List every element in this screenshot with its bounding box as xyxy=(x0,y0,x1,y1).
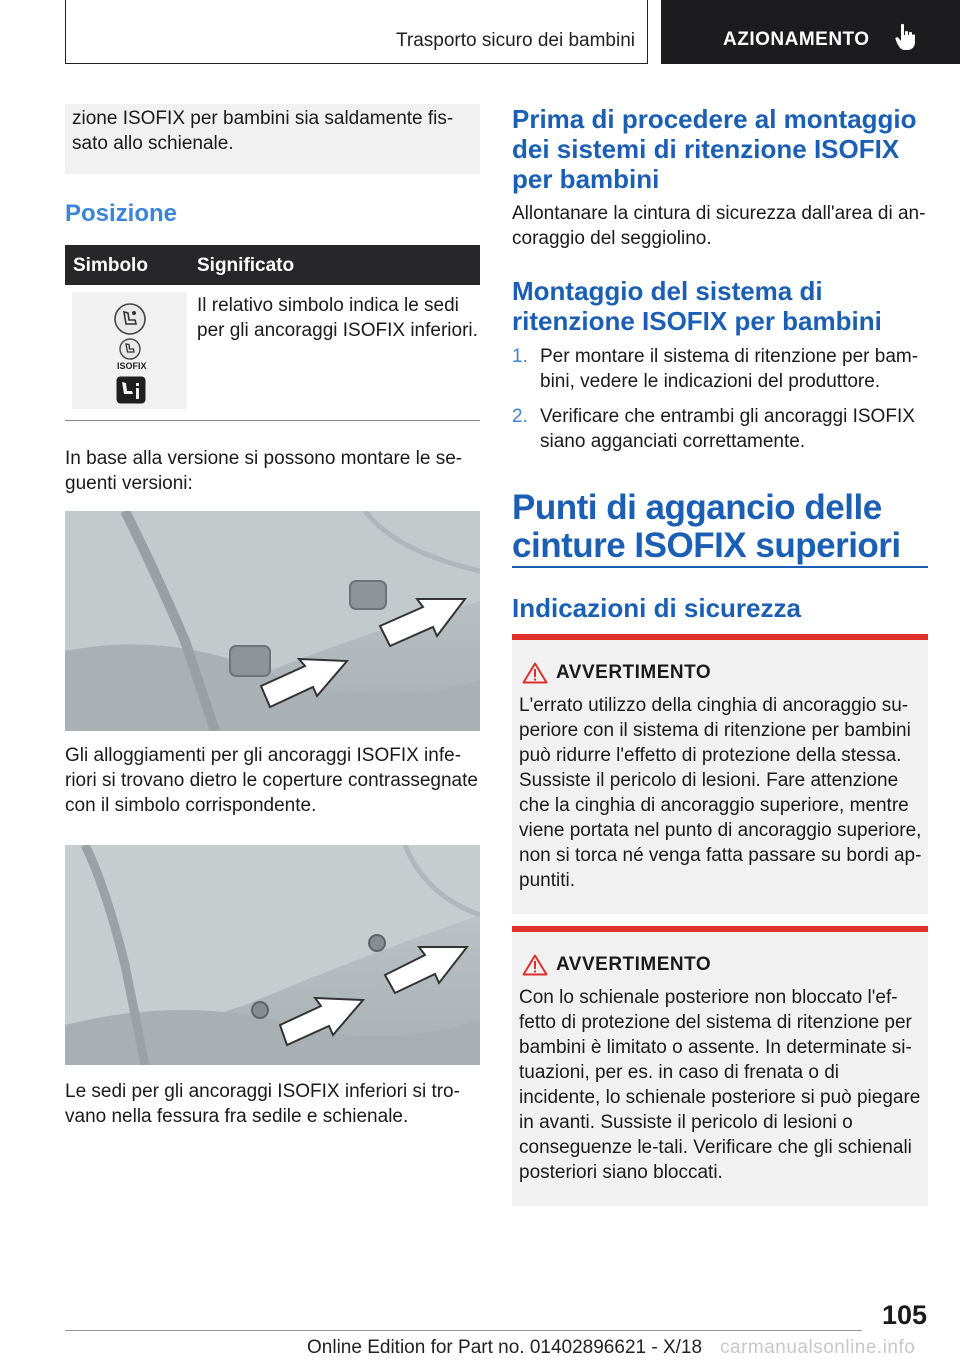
header-chapter-tab xyxy=(661,0,960,64)
footer-edition: Online Edition for Part no. 01402896621 - X/18 xyxy=(307,1337,703,1358)
caption-1: Gli alloggiamenti per gli ancoraggi ISOFIX infe-riori si trovano dietro le coperture contrassegnate con il simbolo corrispondente. xyxy=(65,745,478,816)
table-col-symbol: Simbolo xyxy=(73,255,148,276)
table-col-meaning: Significato xyxy=(197,255,295,276)
header-section-tab xyxy=(65,0,648,64)
warning-triangle-icon xyxy=(522,662,548,684)
photo-isofix-gap xyxy=(65,845,480,1065)
header-section-title: Trasporto sicuro dei bambini xyxy=(395,30,635,51)
step-item xyxy=(512,404,928,454)
step-number: 1. xyxy=(512,346,528,367)
table-symbol-cell xyxy=(72,292,187,409)
photo-isofix-covers xyxy=(65,511,480,731)
isofix-label: ISOFIX xyxy=(117,361,147,371)
page-number: 105 xyxy=(881,1300,927,1330)
heading-before-mounting: Prima di procedere al montaggio dei sistemi di ritenzione ISOFIX per bambini xyxy=(512,104,917,194)
step-item xyxy=(512,344,928,394)
header-chapter-title: AZIONAMENTO xyxy=(723,29,870,50)
step-number: 2. xyxy=(512,406,528,427)
seat-illustration-1 xyxy=(65,511,480,731)
text-before-mounting: Allontanare la cintura di sicurezza dall'area di an-coraggio del seggiolino. xyxy=(512,203,926,249)
heading-rule xyxy=(512,566,928,568)
warning-1-title: AVVERTIMENTO xyxy=(556,662,712,683)
table-bottom-rule xyxy=(65,420,480,421)
warning-triangle-icon xyxy=(522,954,548,976)
mounting-steps xyxy=(512,344,928,464)
versions-text: In base alla versione si possono montare le se-guenti versioni: xyxy=(65,448,463,494)
isofix-badge-icon xyxy=(115,338,145,362)
warning-2-title: AVVERTIMENTO xyxy=(556,954,712,975)
warning-box-2 xyxy=(512,926,928,1206)
seat-illustration-2 xyxy=(65,845,480,1065)
warning-box-1 xyxy=(512,634,928,914)
intro-box xyxy=(65,104,480,174)
step-text: Per montare il sistema di ritenzione per bam-bini, vedere le indicazioni del produttore. xyxy=(540,346,919,392)
heading-top-tether-points: Punti di aggancio delle cinture ISOFIX superiori xyxy=(512,488,901,565)
heading-mounting: Montaggio del sistema di ritenzione ISOFIX per bambini xyxy=(512,276,882,336)
table-header xyxy=(65,245,480,285)
table-meaning-cell: Il relativo simbolo indica le sedi per gli ancoraggi ISOFIX inferiori. xyxy=(197,295,478,341)
step-text: Verificare che entrambi gli ancoraggi ISOFIX siano agganciati correttamente. xyxy=(540,406,915,452)
warning-2-text: Con lo schienale posteriore non bloccato l'ef-fetto di protezione del sistema di ritenzione per bambini è limitato o assente. In determinate si-tuazioni, per es. in caso di frenata o di incidente, lo schienale posteriore si può piegare in avanti. Sussiste il pericolo di lesioni o conseguenze le-tali. Verificare che gli schienali posteriori siano bloccati. xyxy=(519,987,921,1183)
footer-watermark: carmanualsonline.info xyxy=(720,1337,916,1358)
caption-2: Le sedi per gli ancoraggi ISOFIX inferiori si tro-vano nella fessura fra sedile e schienale. xyxy=(65,1081,460,1127)
hand-pointer-icon xyxy=(895,23,917,51)
isofix-child-seat-icon xyxy=(113,302,147,336)
heading-safety: Indicazioni di sicurezza xyxy=(512,593,801,623)
footer-rule xyxy=(65,1330,862,1331)
position-heading: Posizione xyxy=(65,200,178,227)
intro-text: zione ISOFIX per bambini sia saldamente fis-sato allo schienale. xyxy=(72,108,454,154)
isofix-anchor-icon xyxy=(116,376,146,404)
warning-1-text: L'errato utilizzo della cinghia di ancoraggio su-periore con il sistema di ritenzione per bambini può ridurre l'effetto di protezione della stessa. Sussiste il pericolo di lesioni. Fare attenzione che la cinghia di ancoraggio superiore, mentre viene portata nel punto di ancoraggio superiore, non si torca né venga fatta passare su bordi ap-puntiti. xyxy=(519,695,922,891)
